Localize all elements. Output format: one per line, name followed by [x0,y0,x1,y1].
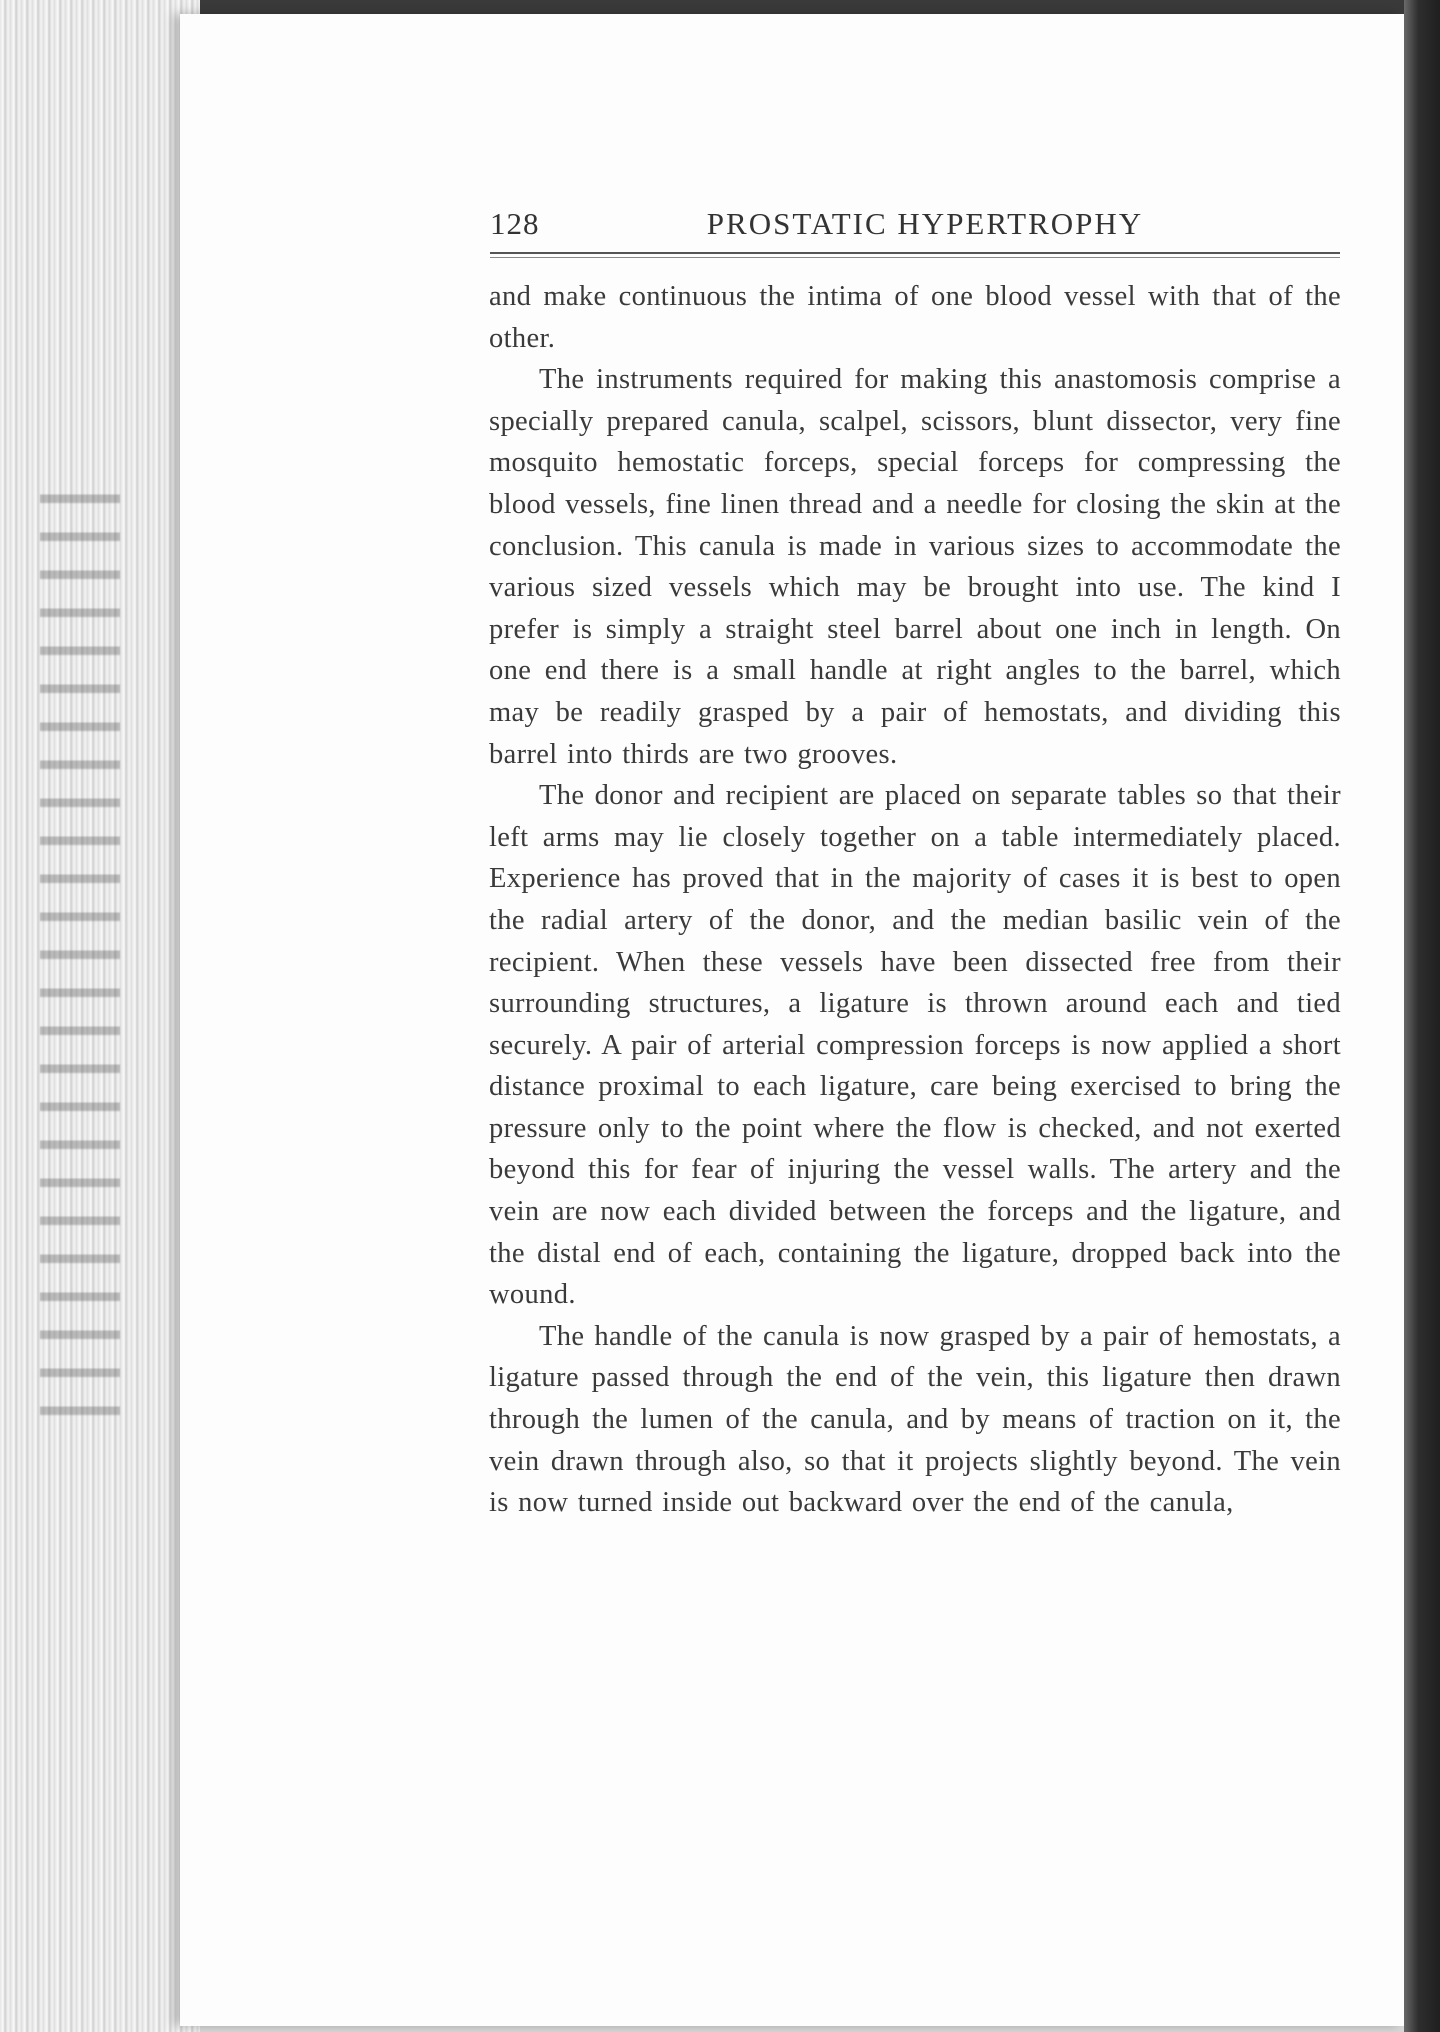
scan-right-edge [1404,0,1440,2032]
paragraph: The instruments required for making this anastomosis comprise a specially prepared canula, scalpel, scissors, blunt dissector, very fine mosquito hemostatic forceps, special forceps for compressing the blood vessels, fine linen thread and a needle for closing the skin at the conclusion. This canula is made in various sizes to accommodate the various sized vessels which may be brought into use. The kind I prefer is simply a straight steel barrel about one inch in length. On one end there is a small handle at right angles to the barrel, which may be readily grasped by a pair of hemostats, and dividing this barrel into thirds are two grooves. [489,364,1341,770]
running-title: PROSTATIC HYPERTROPHY [706,206,1144,241]
page-header [490,202,1340,252]
paragraph: and make continuous the intima of one blood vessel with that of the other. [489,281,1341,354]
page-number: 128 [490,206,540,241]
scan-top-edge [0,0,1440,14]
paragraph: The handle of the canula is now grasped by a pair of hemostats, a ligature passed through the end of the vein, this ligature then drawn through the lumen of the canula, and by means of traction on it, the vein drawn through also, so that it projects slightly beyond. The vein is now turned inside out backward over the end of the canula, [489,1320,1341,1519]
book-page-edges [0,0,200,2032]
body-text [489,276,1341,1524]
page-edge-marks [40,480,120,1440]
header-rule-thin [490,257,1340,258]
header-rule [490,252,1340,254]
paragraph: The donor and recipient are placed on separate tables so that their left arms may lie closely together on a table intermediately placed. Experience has proved that in the majority of cases it is best to open the radial artery of the donor, and the median basilic vein of the recipient. When these vessels have been dissected free from their surrounding structures, a ligature is thrown around each and tied securely. A pair of arterial compression forceps is now applied a short distance proximal to each ligature, care being exercised to bring the pressure only to the point where the flow is checked, and not exerted beyond this for fear of injuring the vessel walls. The artery and the vein are now each divided between the forceps and the ligature, and the distal end of each, containing the ligature, dropped back into the wound. [489,780,1341,1311]
